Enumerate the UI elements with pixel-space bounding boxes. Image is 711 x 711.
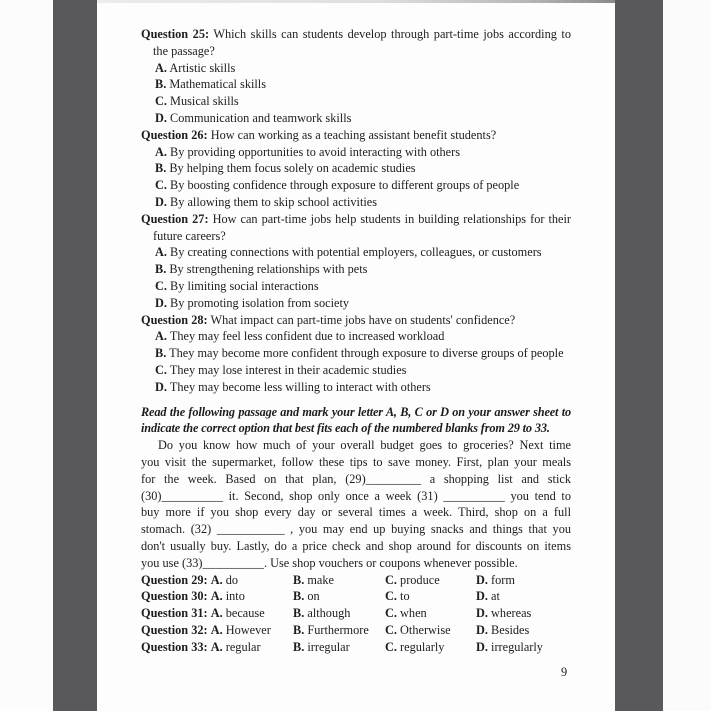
cloze-question-label: Question 29: (141, 572, 208, 587)
question-label: Question 27: (141, 211, 209, 226)
question-paragraph (141, 312, 571, 329)
option-text: They may lose interest in their academic studies (166, 362, 407, 377)
right-outer-margin (663, 0, 711, 711)
page-top-edge-shadow (97, 0, 615, 3)
option-letter: B. (155, 77, 167, 92)
option-text: make (304, 572, 334, 587)
option-letter: D. (155, 110, 167, 125)
passage-line: you visit the supermarket, follow these tips to save money. First, plan your meals (141, 454, 571, 469)
option-letter: C. (155, 94, 167, 109)
option-letter: D. (155, 295, 167, 310)
cloze-option-cell (141, 639, 293, 656)
reading-comprehension-questions (141, 26, 571, 396)
cloze-question-row (141, 588, 571, 605)
cloze-passage (141, 437, 571, 571)
cloze-option-cell (476, 622, 571, 639)
option-letter: B. (293, 589, 305, 604)
option-letter: D. (476, 606, 488, 621)
option-text: irregular (304, 639, 350, 654)
page-number: 9 (561, 665, 568, 679)
option-text: produce (396, 572, 440, 587)
cloze-option-cell (385, 605, 476, 622)
option-text: to (396, 589, 410, 604)
page-content (141, 26, 571, 655)
section-instruction: Read the following passage and mark your letter A, B, C or D on your answer sheet to indicate the correct option that best fits each of the numbered blanks from 29 to 33. (141, 404, 571, 436)
option-letter: B. (293, 606, 305, 621)
cloze-option-cell (385, 588, 476, 605)
option-text: Besides (487, 622, 530, 637)
option-text: Mathematical skills (166, 77, 267, 92)
option-text: whereas (487, 606, 532, 621)
option-letter: C. (155, 278, 167, 293)
question-paragraph (141, 211, 571, 245)
option-row (141, 76, 571, 93)
option-letter: A. (210, 639, 223, 654)
cloze-option-cell (476, 639, 571, 656)
option-text: By limiting social interactions (166, 278, 319, 293)
cloze-option-cell (385, 639, 476, 656)
cloze-option-cell (476, 588, 571, 605)
option-text: Musical skills (166, 94, 239, 109)
option-text: They may become less willing to interact with others (166, 379, 431, 394)
option-text: By allowing them to skip school activities (166, 194, 378, 209)
cloze-option-cell (293, 605, 385, 622)
option-letter: C. (385, 572, 397, 587)
option-text: By promoting isolation from society (166, 295, 350, 310)
option-text: They may become more confident through exposure to diverse groups of people (166, 346, 564, 361)
option-letter: D. (476, 639, 488, 654)
option-text: on (304, 589, 320, 604)
option-letter: A. (155, 329, 167, 344)
option-letter: B. (155, 346, 167, 361)
option-letter: B. (155, 262, 167, 277)
option-text: when (396, 606, 427, 621)
option-letter: D. (476, 572, 488, 587)
option-row (141, 362, 571, 379)
cloze-option-cell (293, 622, 385, 639)
cloze-option-cell (141, 572, 293, 589)
option-text: into (222, 589, 245, 604)
option-row (141, 60, 571, 77)
option-row (141, 379, 571, 396)
option-letter: A. (155, 60, 167, 75)
question-label: Question 25: (141, 27, 210, 41)
option-letter: C. (385, 639, 397, 654)
option-text: irregularly (487, 639, 543, 654)
option-text: because (222, 606, 265, 621)
passage-line: stomach. (32) ___________ , you may end up buying snacks and things that you (141, 522, 571, 537)
option-letter: A. (210, 622, 223, 637)
right-desk-bar (615, 0, 663, 711)
cloze-question-label: Question 30: (141, 589, 208, 604)
cloze-option-cell (385, 572, 476, 589)
passage-line: for the week. Based on that plan, (29)_________ a shopping list and stick (141, 471, 571, 486)
option-row (141, 93, 571, 110)
option-letter: C. (385, 589, 397, 604)
option-text: although (304, 606, 351, 621)
passage-line: (30)__________ it. Second, shop only once a week (31) __________ you tend to (141, 488, 571, 503)
option-letter: C. (385, 622, 397, 637)
question-text: How can part-time jobs help students in building relationships for their future careers? (153, 211, 571, 243)
cloze-option-cell (476, 572, 571, 589)
cloze-question-row (141, 639, 571, 656)
cloze-option-cell (293, 572, 385, 589)
option-row (141, 244, 571, 261)
option-text: form (487, 572, 515, 587)
question-paragraph (141, 26, 571, 60)
option-letter: D. (155, 194, 167, 209)
option-letter: A. (210, 589, 223, 604)
question-text: How can working as a teaching assistant benefit students? (207, 127, 497, 142)
cloze-option-cell (476, 605, 571, 622)
cloze-option-cell (293, 639, 385, 656)
option-letter: B. (293, 622, 305, 637)
question-paragraph (141, 127, 571, 144)
option-row (141, 261, 571, 278)
question-text: What impact can part-time jobs have on students' confidence? (207, 312, 516, 327)
option-row (141, 328, 571, 345)
option-text: Communication and teamwork skills (166, 110, 352, 125)
cloze-question-row (141, 572, 571, 589)
option-row (141, 295, 571, 312)
option-row (141, 345, 571, 362)
option-letter: A. (155, 144, 167, 159)
option-letter: D. (476, 589, 488, 604)
option-row (141, 160, 571, 177)
option-text: Furthermore (304, 622, 369, 637)
option-text: Otherwise (396, 622, 451, 637)
cloze-option-cell (141, 622, 293, 639)
question-label: Question 28: (141, 312, 208, 327)
option-row (141, 144, 571, 161)
option-text: By creating connections with potential employers, colleagues, or customers (166, 245, 542, 260)
option-letter: A. (210, 572, 223, 587)
option-text: However (222, 622, 271, 637)
option-row (141, 194, 571, 211)
option-text: By strengthening relationships with pets (166, 262, 368, 277)
passage-line: Do you know how much of your overall budget goes to groceries? Next time (158, 438, 571, 453)
option-row (141, 278, 571, 295)
left-desk-bar (53, 0, 97, 711)
option-letter: C. (385, 606, 397, 621)
cloze-question-row (141, 605, 571, 622)
passage-line: you use (33)__________. Use shop vouchers or coupons whenever possible. (141, 555, 518, 570)
cloze-option-cell (141, 588, 293, 605)
option-letter: A. (210, 606, 223, 621)
option-letter: B. (293, 572, 305, 587)
question-label: Question 26: (141, 127, 208, 142)
cloze-question-row (141, 622, 571, 639)
option-text: regularly (396, 639, 445, 654)
option-text: regular (222, 639, 261, 654)
left-outer-margin (0, 0, 53, 711)
exam-page (97, 0, 615, 711)
option-row (141, 177, 571, 194)
option-letter: B. (155, 161, 167, 176)
cloze-option-cell (293, 588, 385, 605)
cloze-question-label: Question 31: (141, 606, 208, 621)
passage-line: buy more if you shop every day or several times a week. Third, shop on a full (141, 505, 571, 520)
option-letter: D. (155, 379, 167, 394)
option-letter: D. (476, 622, 488, 637)
option-text: at (487, 589, 500, 604)
option-text: do (222, 572, 239, 587)
option-text: Artistic skills (166, 60, 236, 75)
option-text: By providing opportunities to avoid interacting with others (166, 144, 461, 159)
option-text: By boosting confidence through exposure to different groups of people (166, 178, 520, 193)
option-letter: B. (293, 639, 305, 654)
option-letter: A. (155, 245, 167, 260)
cloze-option-cell (141, 605, 293, 622)
option-letter: C. (155, 178, 167, 193)
cloze-question-label: Question 33: (141, 639, 208, 654)
option-row (141, 110, 571, 127)
cloze-option-rows (141, 572, 571, 656)
cloze-question-label: Question 32: (141, 622, 208, 637)
option-letter: C. (155, 362, 167, 377)
option-text: They may feel less confident due to increased workload (166, 329, 445, 344)
option-text: By helping them focus solely on academic studies (166, 161, 416, 176)
passage-line: don't usually buy. Lastly, do a price check and shop around for discounts on items (141, 538, 571, 553)
cloze-option-cell (385, 622, 476, 639)
question-text: Which skills can students develop through part-time jobs according to the passage? (153, 27, 571, 58)
